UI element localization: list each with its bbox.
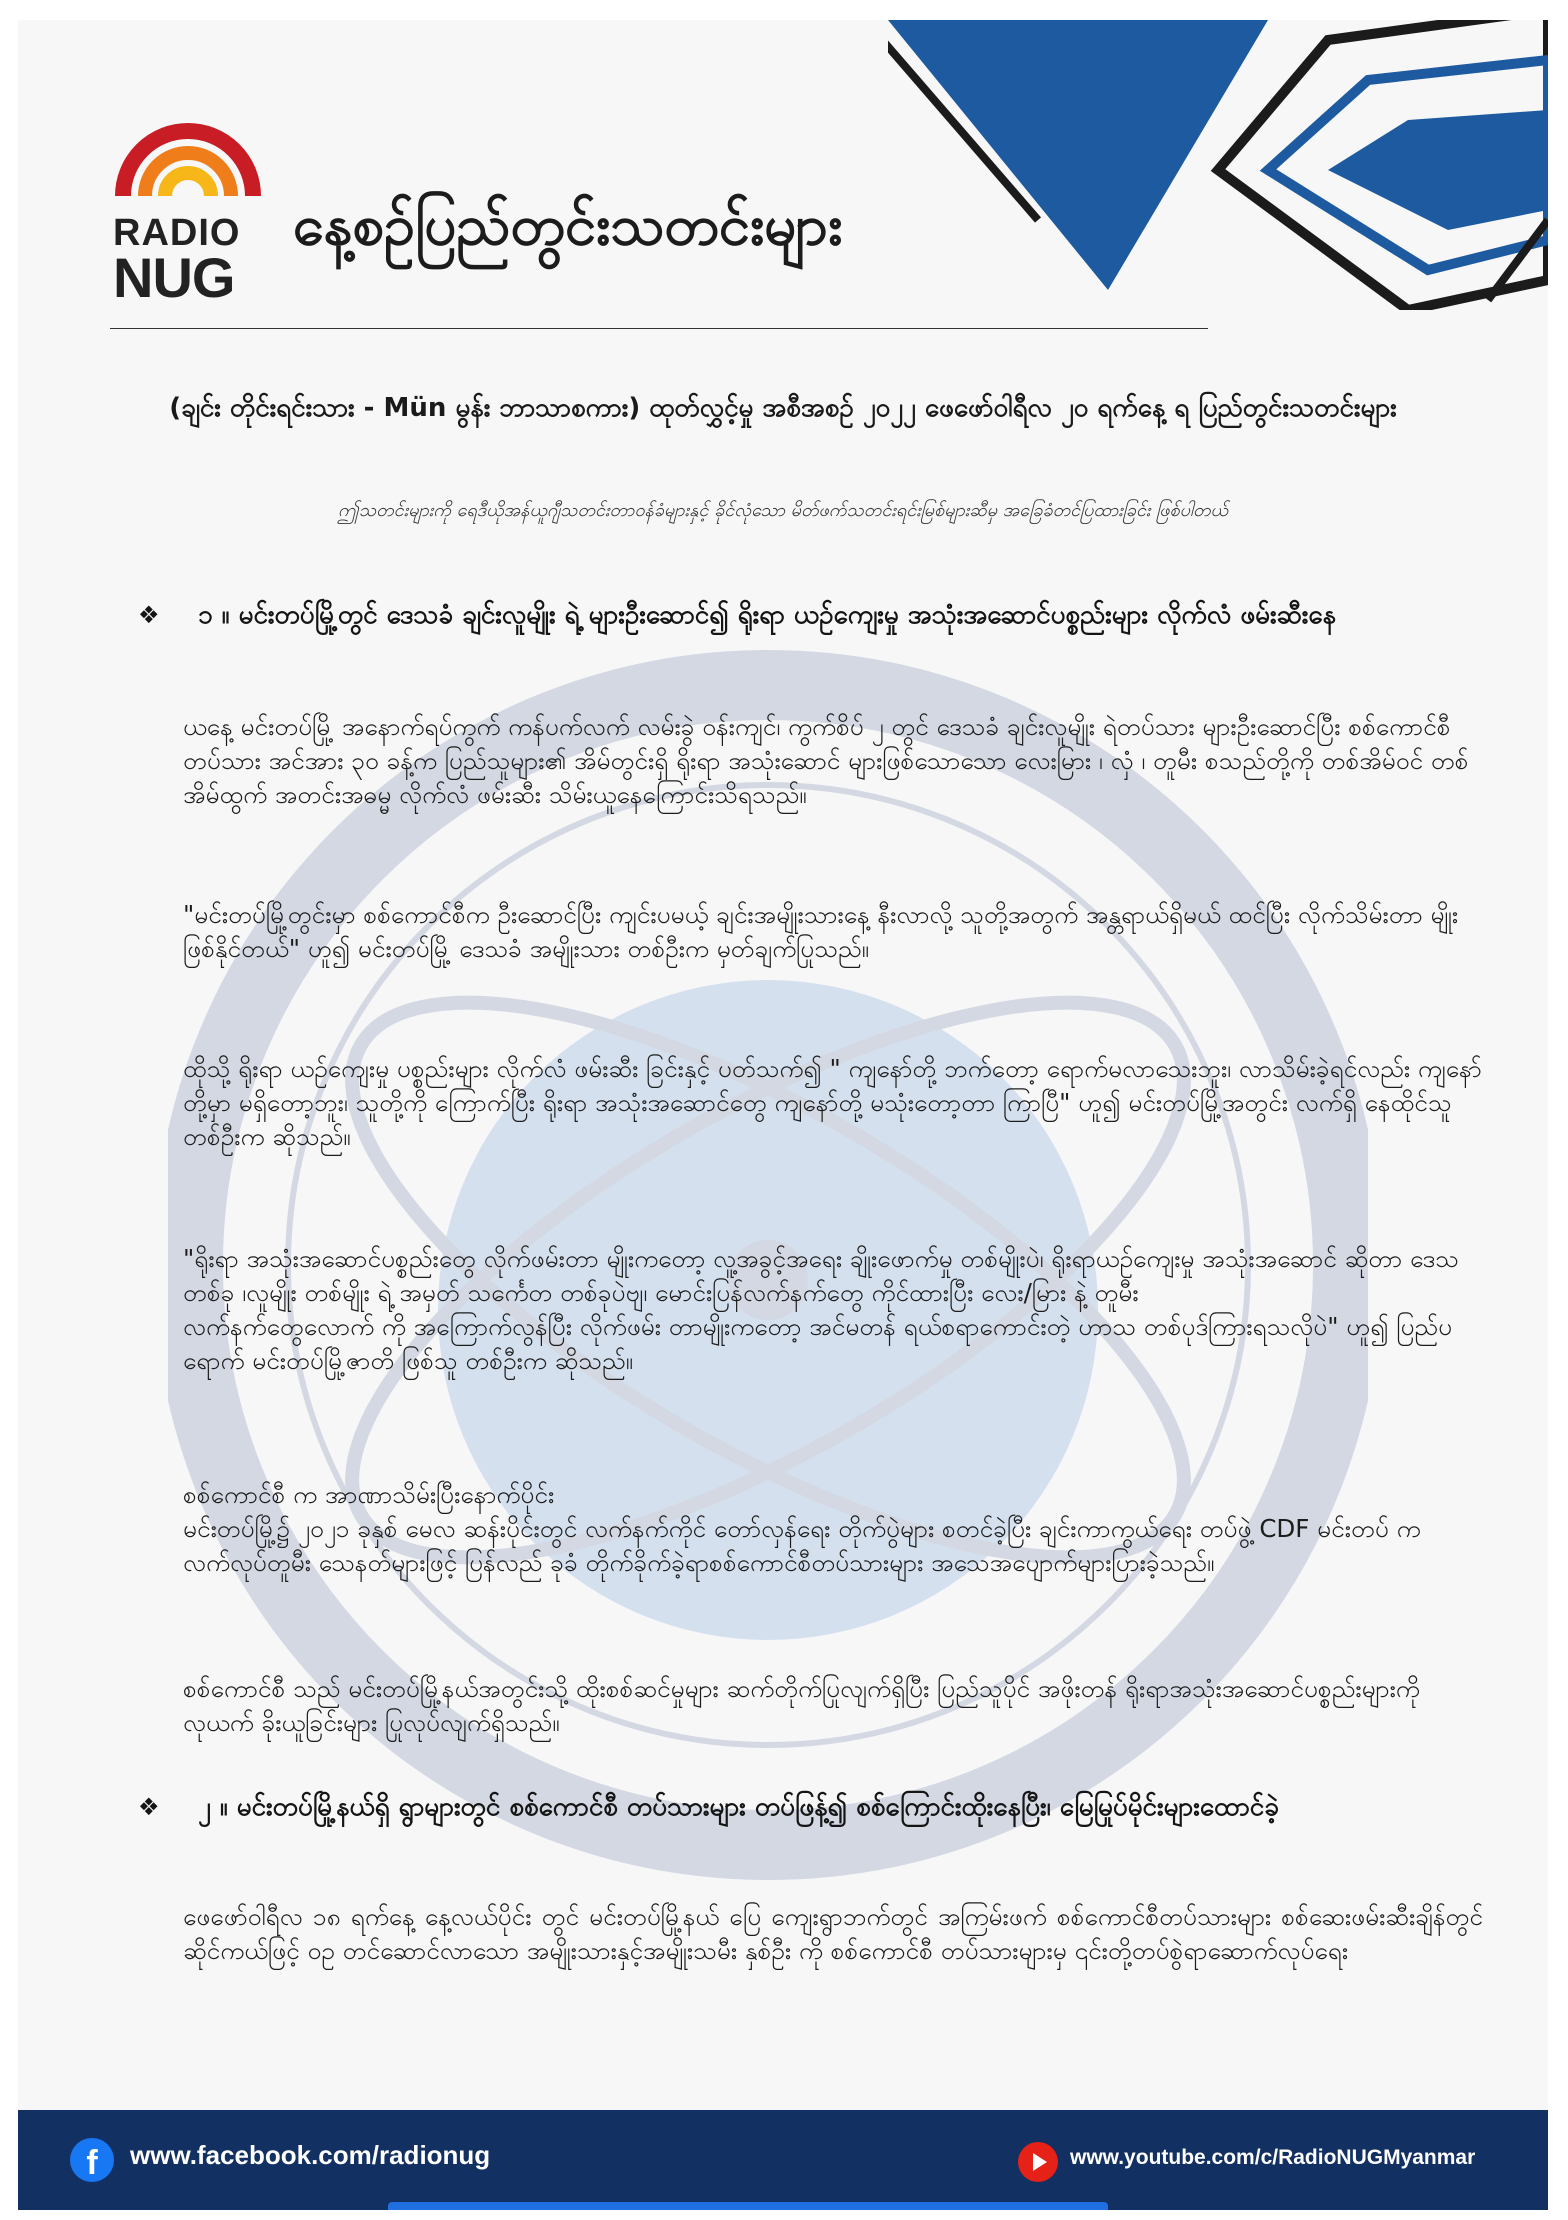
diamond-bullet-icon: ❖ [138, 1793, 160, 1821]
youtube-icon[interactable] [1018, 2142, 1058, 2182]
logo-word-radio: RADIO [113, 212, 241, 254]
section-2-heading [138, 1790, 1478, 1824]
facebook-link[interactable]: www.facebook.com/radionug [130, 2140, 491, 2170]
section-1-paragraph-1: ယနေ့ မင်းတပ်မြို့ အနောက်ရပ်ကွက် ကန်ပက်လက် လမ်းခွဲ ဝန်းကျင်၊ ကွက်စိပ် ၂ တွင် ဒေသခံ ချင်းလူမျိုး ရဲတပ်သား များဦးဆောင်ပြီး စစ်ကောင်စီ တပ်သား အင်အား ၃၀ ခန့်က ပြည်သူများ၏ အိမ်တွင်းရှိ ရိုးရာ အသုံးဆောင် များဖြစ်သောသော လေးမြား ၊ လှံ ၊ တူမီး စသည်တို့ကို တစ်အိမ်ဝင် တစ်အိမ်ထွက် အတင်းအဓမ္မ လိုက်လံ ဖမ်းဆီး သိမ်းယူနေကြောင်းသိရသည်။ [183, 712, 1469, 809]
radio-nug-logo [113, 116, 263, 309]
section-1-heading-text: ၁ ။ မင်းတပ်မြို့တွင် ဒေသခံ ချင်းလူမျိုး ရဲ့ များဦးဆောင်၍ ရိုးရာ ယဉ်ကျေးမှု အသုံးအဆောင်ပစ္စည်းများ လိုက်လံ ဖမ်းဆီးနေ [198, 600, 1336, 630]
section-1-paragraph-2: "မင်းတပ်မြို့တွင်းမှာ စစ်ကောင်စီက ဦးဆောင်ပြီး ကျင်းပမယ့် ချင်းအမျိုးသားနေ့ နီးလာလို့ သူတို့အတွက် အန္တရာယ်ရှိမယ် ထင်ပြီး လိုက်သိမ်းတာ မျိုး ဖြစ်နိုင်တယ်" ဟူ၍ မင်းတပ်မြို့ ဒေသခံ အမျိုးသား တစ်ဦးက မှတ်ချက်ပြုသည်။ [183, 900, 1459, 963]
bulletin-page [18, 20, 1548, 2210]
header-divider [110, 328, 1208, 329]
radio-waves-icon [113, 116, 263, 206]
section-1-paragraph-5: စစ်ကောင်စီ က အာဏာသိမ်းပြီးနောက်ပိုင်း မင်းတပ်မြို့၌ ၂၀၂၁ ခုနှစ် မေလ ဆန်းပိုင်းတွင် လက်နက်ကိုင် တော်လှန်ရေး တိုက်ပွဲများ စတင်ခဲ့ပြီး ချင်းကာကွယ်ရေး တပ်ဖွဲ့ CDF မင်းတပ် က လက်လုပ်တူမီး သေနတ်များဖြင့် ပြန်လည် ခုခံ တိုက်ခိုက်ခဲ့ရာစစ်ကောင်စီတပ်သားများ အသေအပျောက်များပြားခဲ့သည်။ [183, 1480, 1421, 1577]
section-2-paragraph-1: ဖေဖော်ဝါရီလ ၁၈ ရက်နေ့ နေ့လယ်ပိုင်း တွင် မင်းတပ်မြို့နယ် ပြေ ကျေးရွာဘက်တွင် အကြမ်းဖက် စစ်ကောင်စီတပ်သားများ စစ်ဆေးဖမ်းဆီးချိန်တွင် ဆိုင်ကယ်ဖြင့် ဝဥ တင်ဆောင်လာသော အမျိုးသားနှင့်အမျိုးသမီး နှစ်ဦး ကို စစ်ကောင်စီ တပ်သားများမှ ၎င်းတို့တပ်စွဲရာဆောက်လုပ်ရေး [183, 1902, 1483, 1965]
source-disclaimer: ဤသတင်းများကို ရေဒီယိုအန်ယူဂျီသတင်းတာဝန်ခံများနှင့် ခိုင်လုံသော မိတ်ဖက်သတင်းရင်းမြစ်များဆီမှ အခြေခံတင်ပြထားခြင်း ဖြစ်ပါတယ် [337, 500, 1229, 521]
section-1-heading [138, 598, 1478, 632]
section-1-paragraph-4: "ရိုးရာ အသုံးအဆောင်ပစ္စည်းတွေ လိုက်ဖမ်းတာ မျိုးကတော့ လူ့အခွင့်အရေး ချိုးဖောက်မှု တစ်မျိုးပဲ၊ ရိုးရာယဉ်ကျေးမှု အသုံးအဆောင် ဆိုတာ ဒေသ တစ်ခု ၊လူမျိုး တစ်မျိုး ရဲ့ အမှတ် သင်္ကေတ တစ်ခုပဲဗျ၊ မောင်းပြန်လက်နက်တွေ ကိုင်ထားပြီး လေး/မြား နဲ့ တူမီး လက်နက်တွေလောက် ကို အကြောက်လွန်ပြီး လိုက်ဖမ်း တာမျိုးကတော့ အင်မတန် ရယ်စရာကောင်းတဲ့ ဟာသ တစ်ပုဒ်ကြားရသလိုပဲ" ဟူ၍ ပြည်ပရောက် မင်းတပ်မြို့ဇာတိ ဖြစ်သူ တစ်ဦးက ဆိုသည်။ [183, 1244, 1459, 1375]
section-1-paragraph-6: စစ်ကောင်စီ သည် မင်းတပ်မြို့နယ်အတွင်းသို့ ထိုးစစ်ဆင်မှုများ ဆက်တိုက်ပြုလျက်ရှိပြီး ပြည်သူပိုင် အဖိုးတန် ရိုးရာအသုံးအဆောင်ပစ္စည်းများကို လုယက် ခိုးယူခြင်းများ ပြုလုပ်လျက်ရှိသည်။ [183, 1674, 1420, 1737]
footer-bar [18, 2110, 1548, 2210]
section-1-paragraph-3: ထိုသို့ ရိုးရာ ယဉ်ကျေးမှု ပစ္စည်းများ လိုက်လံ ဖမ်းဆီး ခြင်းနှင့် ပတ်သက်၍ " ကျနော်တို့ ဘက်တော့ ရောက်မလာသေးဘူး၊ လာသိမ်းခဲ့ရင်လည်း ကျနော်တို့မှာ မရှိတော့ဘူး၊ သူတို့ကို ကြောက်ပြီး ရိုးရာ အသုံးအဆောင်တွေ ကျနော်တို့ မသုံးတော့တာ ကြာပြီ" ဟူ၍ မင်းတပ်မြို့အတွင်း လက်ရှိ နေထိုင်သူတစ်ဦးက ဆိုသည်။ [183, 1054, 1482, 1151]
masthead-title: နေ့စဉ်ပြည်တွင်းသတင်းများ [293, 193, 843, 258]
facebook-icon[interactable]: f [70, 2138, 114, 2182]
logo-word-nug: NUG [113, 246, 235, 309]
diamond-bullet-icon: ❖ [138, 601, 160, 629]
youtube-link[interactable]: www.youtube.com/c/RadioNUGMyanmar [1070, 2146, 1476, 2169]
corner-decoration [888, 20, 1548, 310]
bulletin-headline: (ချင်း တိုင်းရင်းသား - Mün မွန်း ဘာသာစကား) ထုတ်လွှင့်မှု အစီအစဥ် ၂၀၂၂ ဖေဖော်ဝါရီလ ၂၀ ရက်နေ့ ရ ပြည်တွင်းသတင်းများ [169, 393, 1397, 423]
footer-accent-strip [388, 2202, 1108, 2210]
section-2-heading-text: ၂ ။ မင်းတပ်မြို့နယ်ရှိ ရွာများတွင် စစ်ကောင်စီ တပ်သားများ တပ်ဖြန့်၍ စစ်ကြောင်းထိုးနေပြီး၊ မြေမြုပ်မိုင်းများထောင်ခဲ့ [198, 1792, 1279, 1822]
